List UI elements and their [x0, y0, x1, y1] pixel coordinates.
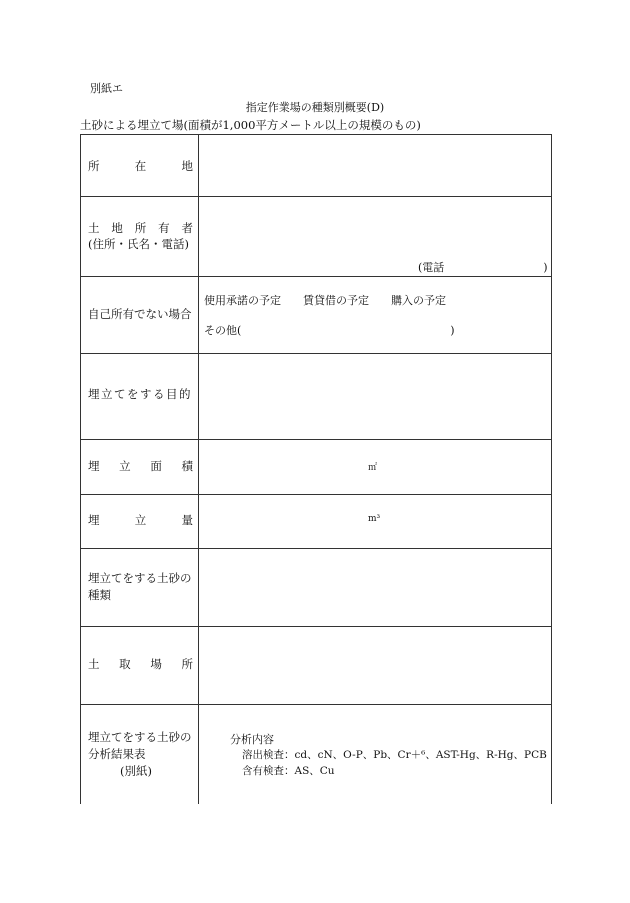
area-label: 埋 立 面 積	[88, 459, 193, 473]
row-divider	[80, 134, 551, 135]
content-test: 含有検査：AS、Cu	[242, 765, 335, 777]
row-divider	[80, 276, 551, 277]
volume-label: 埋 立 量	[88, 513, 193, 527]
acquisition-other-field[interactable]: その他( )	[204, 324, 455, 337]
owner-sublabel: (住所・氏名・電話)	[88, 237, 189, 251]
row-divider	[80, 494, 551, 495]
row-divider	[80, 548, 551, 549]
overview-form	[80, 134, 551, 804]
analysis-label-line3: (別紙)	[120, 764, 152, 778]
owner-phone-field[interactable]: (電話 )	[418, 261, 548, 274]
soil-type-label: 埋立てをする土砂の	[88, 571, 192, 585]
analysis-label: 埋立てをする土砂の	[88, 730, 192, 744]
row-divider	[80, 439, 551, 440]
acquisition-options[interactable]: 使用承諾の予定 賃貸借の予定 購入の予定	[204, 294, 446, 307]
elution-test: 溶出検査：cd、cN、O-P、Pb、Cr＋⁶、AST-Hg、R-Hg、PCB	[242, 749, 547, 761]
form-right-border	[551, 134, 552, 804]
purpose-label: 埋立てをする目的	[88, 387, 192, 401]
row-divider	[80, 196, 551, 197]
source-label: 土 取 場 所	[88, 657, 193, 671]
soil-type-label-line2: 種類	[88, 588, 111, 602]
volume-unit: m³	[368, 514, 381, 524]
analysis-label-line2: 分析結果表	[88, 747, 146, 761]
location-label: 所 在 地	[88, 159, 193, 173]
analysis-heading: 分析内容	[230, 733, 274, 746]
attachment-label: 別紙エ	[90, 82, 123, 95]
row-divider	[80, 626, 551, 627]
row-divider	[80, 353, 551, 354]
area-unit: ㎡	[368, 463, 378, 473]
document-subtitle: 土砂による埋立て場(面積が1,000平方メートル以上の規模のもの)	[80, 118, 421, 132]
owner-label: 土 地 所 有 者	[88, 221, 193, 235]
not-owned-label: 自己所有でない場合	[88, 307, 192, 321]
document-title: 指定作業場の種類別概要(D)	[245, 101, 385, 114]
row-divider	[80, 704, 551, 705]
